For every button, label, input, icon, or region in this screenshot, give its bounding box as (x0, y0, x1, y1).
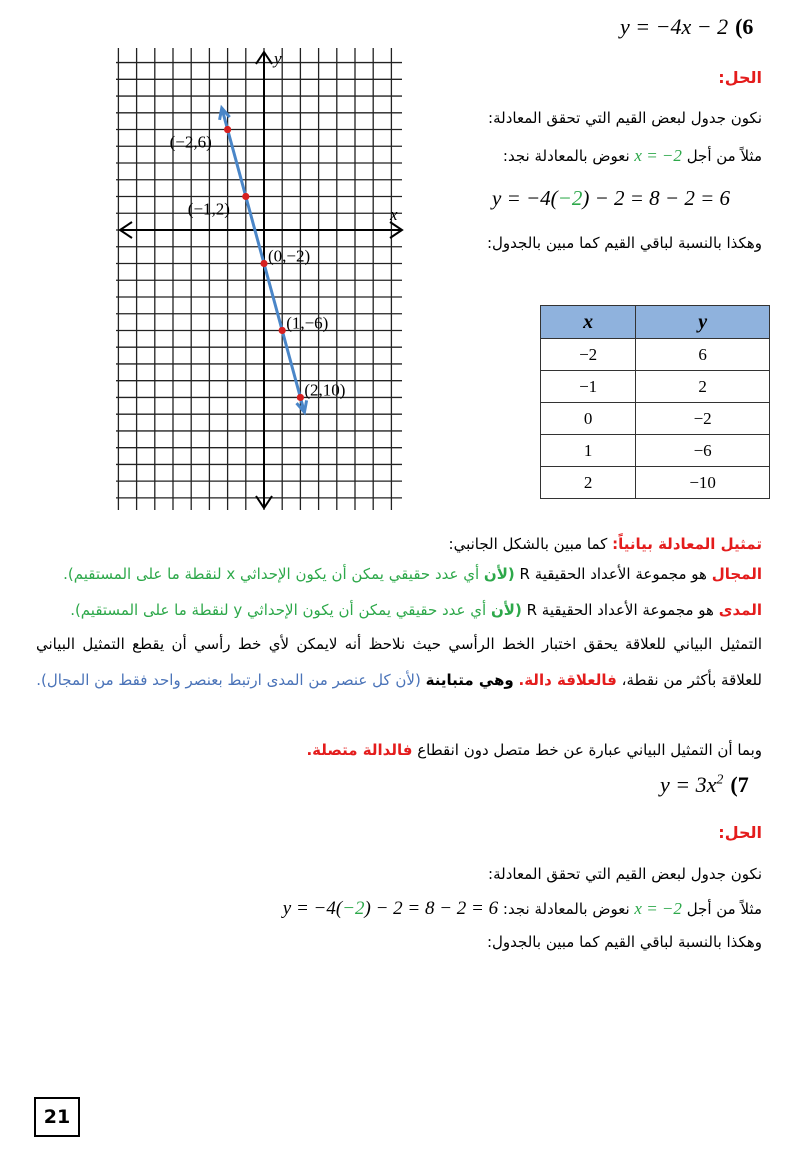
exercise-7-equation: y = 3x (660, 772, 717, 797)
solution-line-1: نكون جدول لبعض القيم التي تحقق المعادلة: (488, 109, 762, 127)
graph-point (242, 193, 249, 200)
table-row: −2 6 (541, 339, 770, 371)
graph-axes (120, 49, 402, 508)
table-row: 0 −2 (541, 403, 770, 435)
solution-7-line-1: نكون جدول لبعض القيم التي تحقق المعادلة: (488, 865, 762, 883)
calculation: y = −4(−2) − 2 = 8 − 2 = 6 (492, 186, 731, 210)
point-label: (−1,2) (187, 199, 230, 219)
continuity-line: وبما أن التمثيل البياني عبارة عن خط متصل دون انقطاع فالدالة متصلة. (306, 741, 762, 759)
graph-grid (116, 48, 402, 510)
x-axis-label: x (390, 205, 398, 224)
exercise-6-number: (6 (735, 14, 754, 39)
table-row: 1 −6 (541, 435, 770, 467)
exercise-7-title: $y = 3x^2$ (7 (660, 772, 749, 797)
table-header-x: x (541, 306, 636, 339)
graph-point (224, 126, 231, 133)
table-header-y: y (636, 306, 770, 339)
graph-point (297, 394, 304, 401)
table-row: 2 −10 (541, 467, 770, 499)
exercise-7-number: (7 (730, 772, 749, 797)
point-label: (2,10) (304, 380, 346, 400)
x-value: x = −2 (634, 146, 682, 165)
range-label: المدى (718, 601, 762, 619)
domain-label: المجال (711, 565, 762, 583)
solution-label-7: الحل: (718, 823, 762, 842)
solution-label: الحل: (718, 68, 762, 87)
table-header-row (541, 306, 770, 339)
graphing-line: تمثيل المعادلة بيانياً: كما مبين بالشكل الجانبي: (448, 535, 762, 553)
solution-line-2: مثلاً من أجل x = −2 نعوض بالمعادلة نجد: (502, 146, 762, 165)
page-number: 21 (34, 1097, 80, 1137)
values-table (540, 305, 770, 499)
y-axis-label: y (274, 49, 282, 68)
function-graph (112, 44, 408, 514)
point-label: (−2,6) (169, 132, 212, 152)
solution-7-line-2: مثلاً من أجل x = −2 نعوض بالمعادلة نجد: y = −4(−2) − 2 = 8 − 2 = 6 (282, 898, 762, 919)
solution-line-3: وهكذا بالنسبة لباقي القيم كما مبين بالجدول: (486, 234, 762, 252)
point-label: (1,−6) (286, 313, 329, 333)
solution-7-line-3: وهكذا بالنسبة لباقي القيم كما مبين بالجدول: (486, 933, 762, 951)
exercise-6-title (620, 14, 753, 40)
graph-point (260, 260, 267, 267)
point-label: (0,−2) (268, 246, 311, 266)
range-line: المدى هو مجموعة الأعداد الحقيقية R (لأن أي عدد حقيقي يمكن أن يكون الإحداثي y لنقطة ما على المستقيم). (70, 601, 762, 619)
domain-line: المجال هو مجموعة الأعداد الحقيقية R (لأن أي عدد حقيقي يمكن أن يكون الإحداثي x لنقطة ما على المستقيم). (63, 565, 762, 583)
exercise-6-equation: y = −4x − 2 (620, 14, 729, 39)
function-paragraph: التمثيل البياني للعلاقة يحقق اختبار الخط الرأسي حيث نلاحظ أنه لايمكن لأي خط رأسي أن يقطع التمثيل البياني للعلاقة بأكثر من نقطة، فالعلاقة دالة. وهي متباينة (لأن كل عنصر من المدى ارتبط بعنصر واحد فقط من المجال). (36, 635, 762, 689)
table-row: −1 2 (541, 371, 770, 403)
graph-point (279, 327, 286, 334)
